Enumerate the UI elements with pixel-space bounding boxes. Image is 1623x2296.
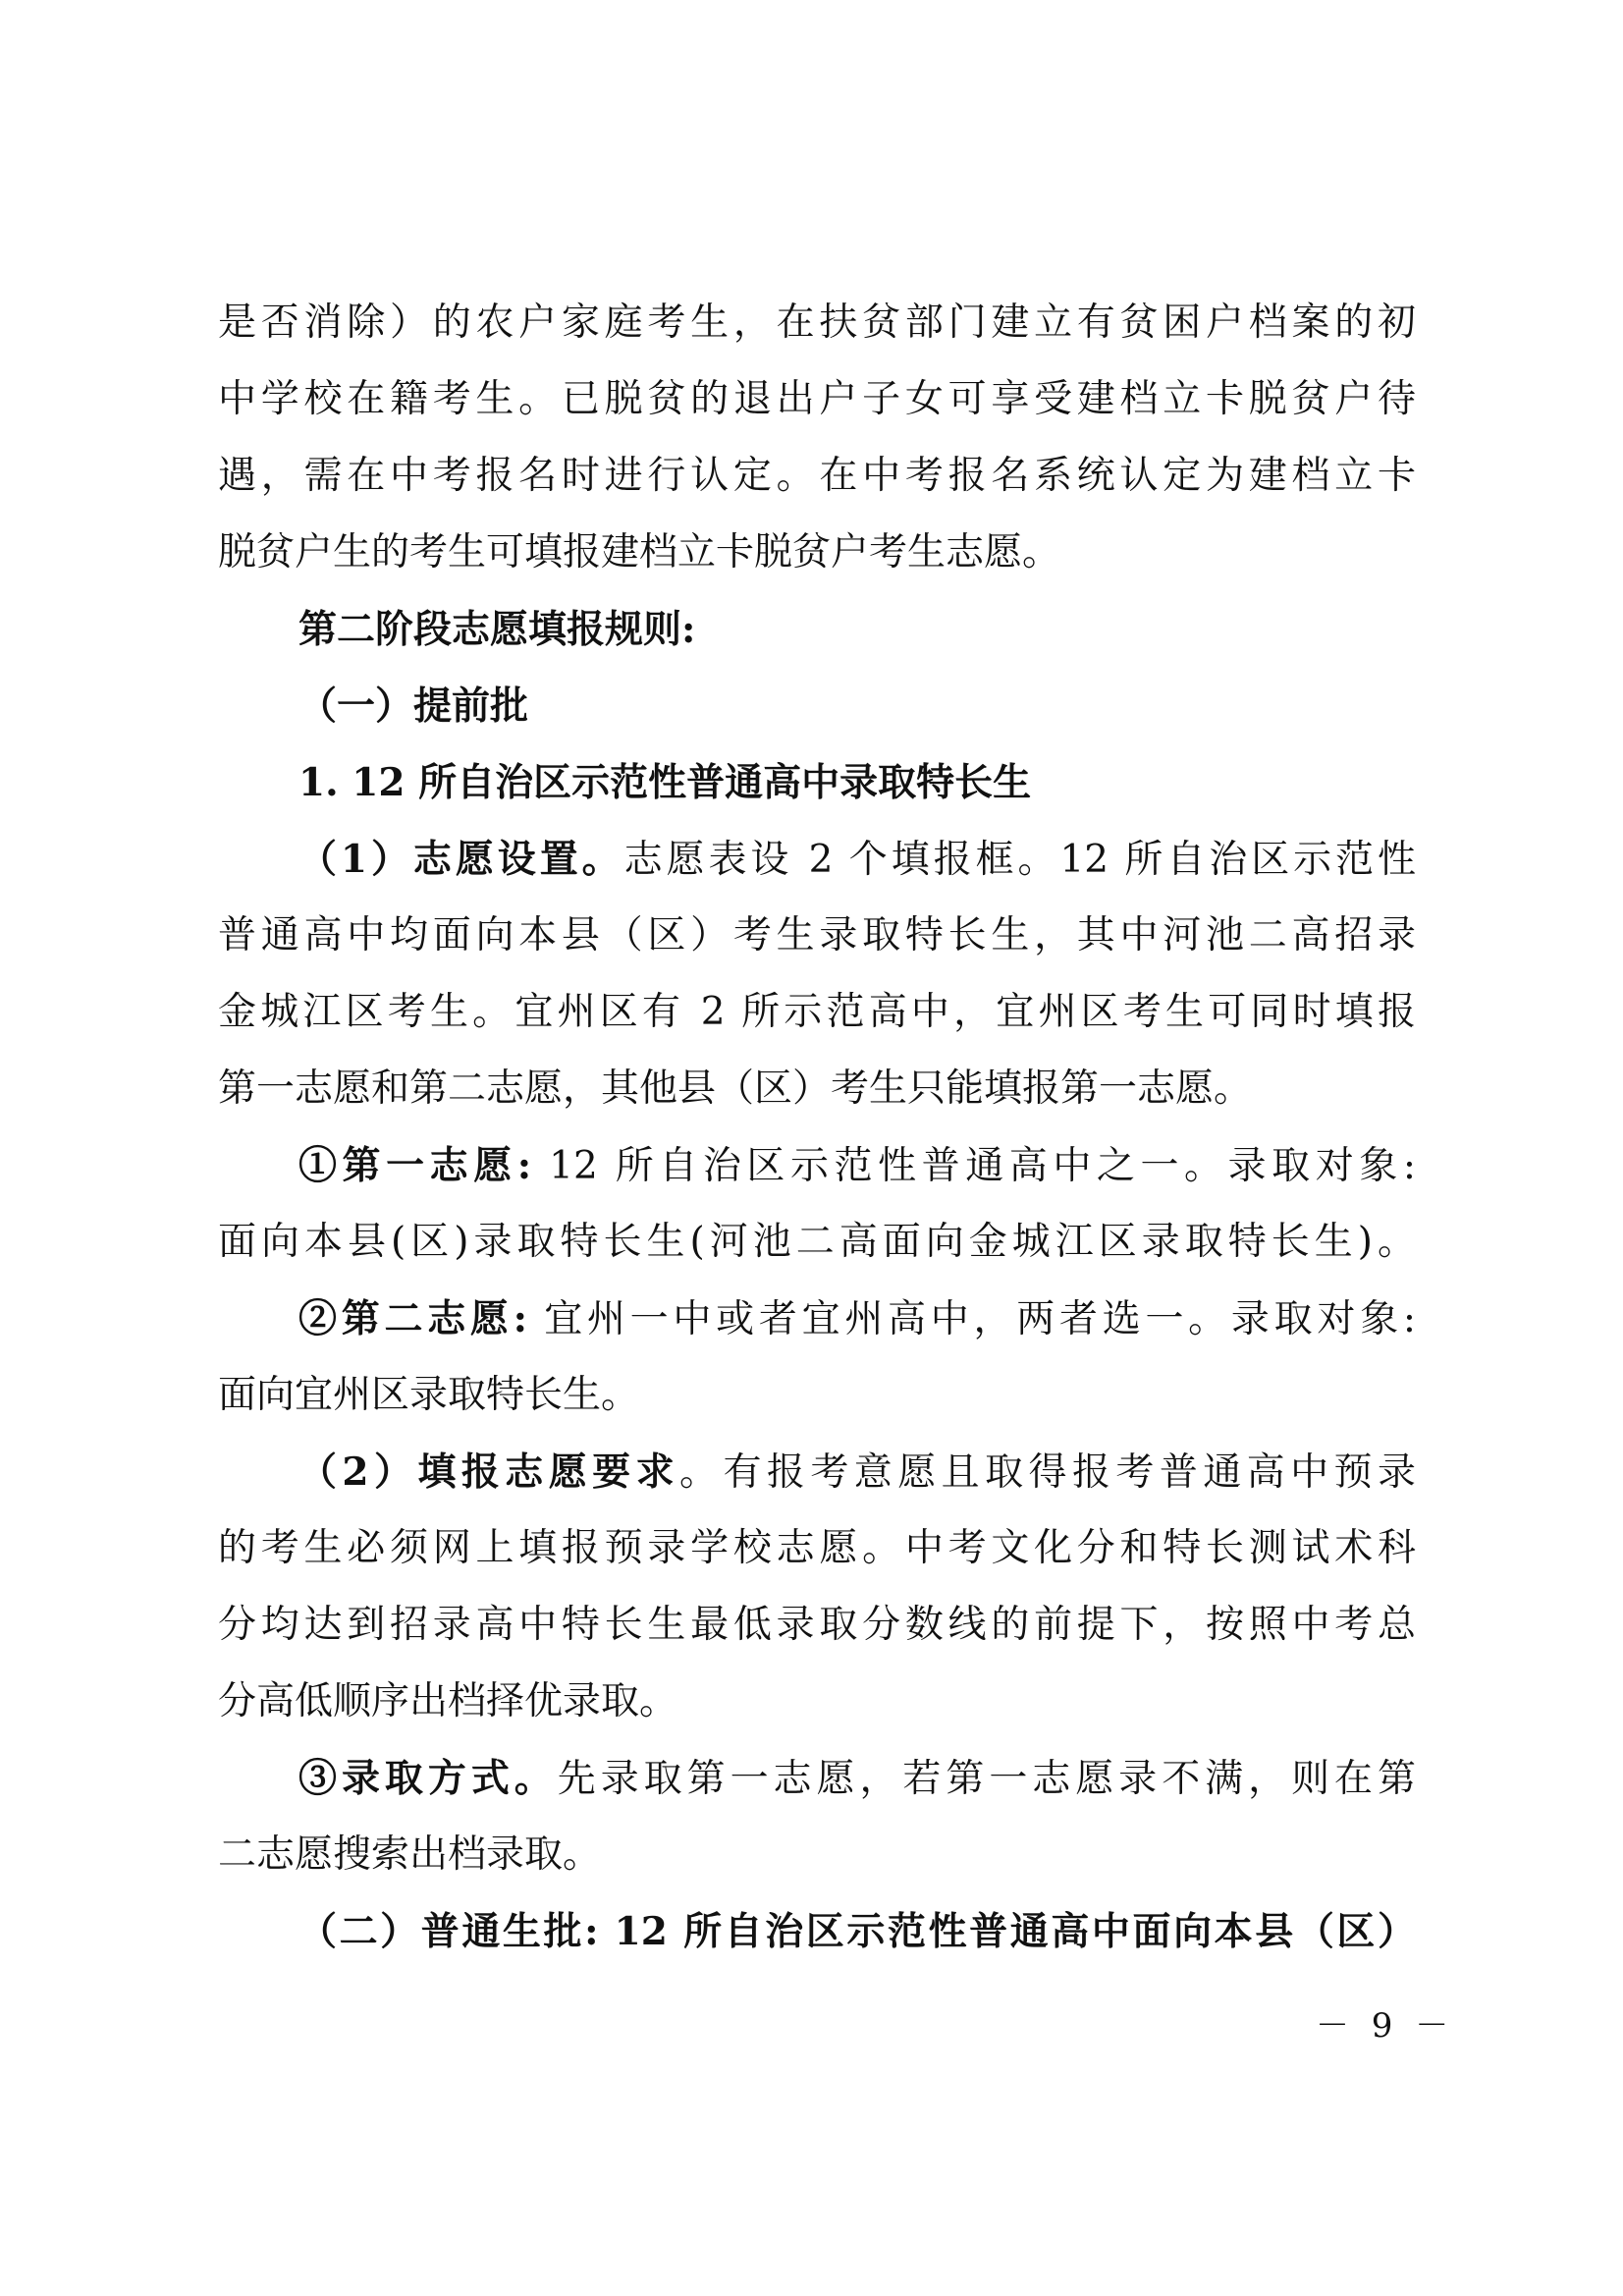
- paragraph-line: [218, 1051, 1416, 1127]
- paragraph-line: [218, 285, 1416, 361]
- lead-label: （1）志愿设置。: [298, 837, 624, 882]
- line-text: 第一志愿和第二志愿，其他县（区）考生只能填报第一志愿。: [218, 1066, 1253, 1111]
- paragraph-line: [218, 438, 1416, 515]
- lead-label: ①第一志愿:: [298, 1143, 532, 1188]
- line-text: 分均达到招录高中特长生最低录取分数线的前提下，按照中考总: [218, 1603, 1416, 1647]
- heading-text: 1. 12 所自治区示范性普通高中录取特长生: [298, 760, 1032, 805]
- line-text: 二志愿搜索出档录取。: [218, 1832, 602, 1877]
- subsection-heading: [218, 668, 1416, 744]
- paragraph-line: [218, 1357, 1416, 1434]
- paragraph-line: [218, 974, 1416, 1051]
- paragraph-line: [218, 1281, 1416, 1357]
- line-text: 12 所自治区示范性普通高中之一。录取对象:: [531, 1144, 1416, 1188]
- line-text: 。有报考意愿且取得报考普通高中预录: [679, 1450, 1416, 1495]
- line-text: 脱贫户生的考生可填报建档立卡脱贫户考生志愿。: [218, 530, 1061, 574]
- document-body: [218, 285, 1416, 1970]
- paragraph-line: [218, 1434, 1416, 1510]
- heading-text: 第二阶段志愿填报规则:: [298, 607, 696, 652]
- item-heading: [218, 744, 1416, 821]
- heading-text: （一）提前批: [298, 683, 529, 729]
- line-text: 普通高中均面向本县（区）考生录取特长生，其中河池二高招录: [218, 913, 1416, 957]
- paragraph-line: [218, 821, 1416, 898]
- lead-label: ②第二志愿:: [298, 1296, 528, 1341]
- subsection-heading: [218, 1893, 1416, 1970]
- paragraph-line: [218, 898, 1416, 974]
- line-text: 分高低顺序出档择优录取。: [218, 1679, 678, 1723]
- line-text: 面向本县(区)录取特长生(河池二高面向金城江区录取特长生)。: [218, 1220, 1416, 1264]
- page-number: － 9 －: [1316, 2006, 1455, 2046]
- paragraph-line: [218, 361, 1416, 438]
- paragraph-line: [218, 1817, 1416, 1893]
- line-text: 遇，需在中考报名时进行认定。在中考报名系统认定为建档立卡: [218, 454, 1416, 498]
- heading-text: （二）普通生批: 12 所自治区示范性普通高中面向本县（区）: [298, 1909, 1416, 1954]
- line-text: 中学校在籍考生。已脱贫的退出户子女可享受建档立卡脱贫户待: [218, 377, 1416, 421]
- paragraph-line: [218, 1587, 1416, 1664]
- paragraph-line: [218, 1127, 1416, 1204]
- line-text: 的考生必须网上填报预录学校志愿。中考文化分和特长测试术科: [218, 1526, 1416, 1570]
- line-text: 面向宜州区录取特长生。: [218, 1373, 640, 1417]
- lead-label: ③录取方式。: [298, 1756, 558, 1801]
- lead-label: （2）填报志愿要求: [298, 1449, 680, 1495]
- paragraph-line: [218, 1664, 1416, 1740]
- line-text: 宜州一中或者宜州高中，两者选一。录取对象:: [527, 1297, 1416, 1341]
- line-text: 先录取第一志愿，若第一志愿录不满，则在第: [557, 1757, 1416, 1801]
- paragraph-line: [218, 1510, 1416, 1587]
- paragraph-line: [218, 1740, 1416, 1817]
- line-text: 志愿表设 2 个填报框。12 所自治区示范性: [623, 838, 1416, 882]
- paragraph-line: [218, 515, 1416, 591]
- paragraph-line: [218, 1204, 1416, 1281]
- line-text: 是否消除）的农户家庭考生，在扶贫部门建立有贫困户档案的初: [218, 301, 1416, 345]
- section-heading: [218, 591, 1416, 668]
- line-text: 金城江区考生。宜州区有 2 所示范高中，宜州区考生可同时填报: [218, 990, 1416, 1034]
